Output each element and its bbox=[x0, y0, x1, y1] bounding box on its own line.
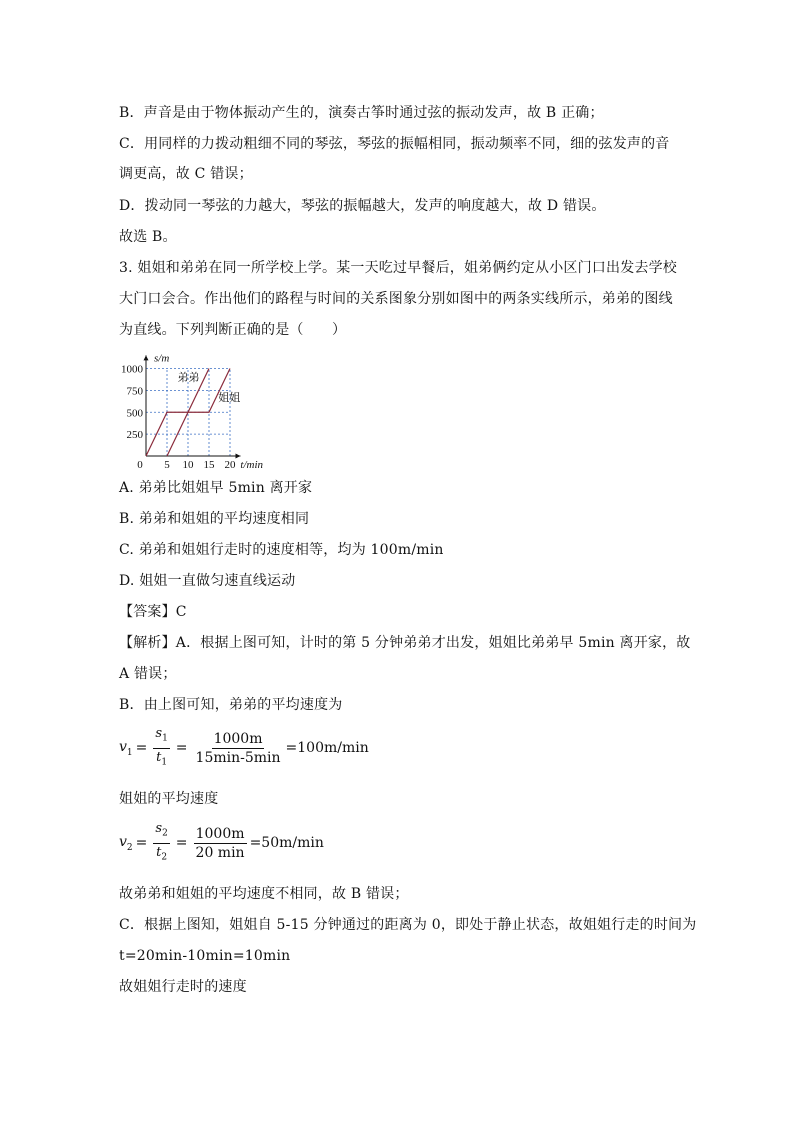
question-3-line1: 3. 姐姐和弟弟在同一所学校上学。某一天吃过早餐后，姐弟俩约定从小区门口出发去学校 bbox=[119, 260, 678, 276]
x-tick-label-10: 10 bbox=[182, 459, 194, 471]
eq1-symbolic-fraction: $\frac{s_1}{t_1}$ bbox=[155, 725, 168, 768]
option-c-explanation-line2: 调更高，故 C 错误； bbox=[119, 166, 253, 182]
analysis-line1: 【解析】A．根据上图可知，计时的第 5 分钟弟弟才出发，姐姐比弟弟早 5min 离开家，故 bbox=[119, 635, 691, 651]
eq1-numeric-fraction: $\frac{1000m}{15\min-5\min}$ bbox=[195, 730, 281, 766]
y-tick-label-500: 500 bbox=[126, 407, 143, 420]
analysis-sister-average-label: 姐姐的平均速度 bbox=[119, 791, 219, 807]
option-b-explanation: B．声音是由于物体振动产生的，演奏古筝时通过弦的振动发声，故 B 正确； bbox=[119, 105, 604, 121]
option-d-explanation: D．拨动同一琴弦的力越大，琴弦的振幅越大，发声的响度越大，故 D 错误。 bbox=[119, 198, 606, 214]
y-tick-label-750: 750 bbox=[126, 385, 143, 398]
option-b: B. 弟弟和姐姐的平均速度相同 bbox=[119, 511, 310, 527]
x-tick-label-15: 15 bbox=[203, 459, 215, 471]
equation-brother-speed: $v_1$ = $\frac{s_1}{t_1}$ = $\frac{1000m}{15\min-5\min}$ =100m/min bbox=[119, 728, 369, 768]
analysis-line8: 故姐姐行走时的速度 bbox=[119, 979, 247, 995]
series-label-1: 弟弟 bbox=[177, 371, 200, 384]
eq2-numeric-fraction: $\frac{1000m}{20 \min}$ bbox=[195, 825, 245, 861]
x-axis-title: t/min bbox=[240, 459, 264, 471]
option-a: A. 弟弟比姐姐早 5min 离开家 bbox=[119, 480, 313, 496]
eq1-result: =100m/min bbox=[285, 740, 369, 756]
analysis-line5: 故弟弟和姐姐的平均速度不相同，故 B 错误； bbox=[119, 886, 409, 902]
eq2-symbolic-fraction: $\frac{s_2}{t_2}$ bbox=[155, 820, 168, 863]
analysis-line6: C．根据上图知，姐姐自 5-15 分钟通过的距离为 0，即处于静止状态，故姐姐行走的时间为 bbox=[119, 917, 697, 933]
y-axis-arrow bbox=[144, 355, 149, 360]
y-tick-label-1000: 1000 bbox=[121, 363, 143, 376]
analysis-line3: B．由上图可知，弟弟的平均速度为 bbox=[119, 697, 343, 713]
option-c-explanation-line1: C．用同样的力拨动粗细不同的琴弦，琴弦的振幅相同，振动频率不同，细的弦发声的音 bbox=[119, 136, 670, 152]
eq1-lhs: $v_1$ bbox=[119, 738, 133, 758]
origin-label: 0 bbox=[137, 459, 143, 471]
eq2-result: =50m/min bbox=[249, 835, 324, 851]
option-c: C. 弟弟和姐姐行走时的速度相等，均为 100m/min bbox=[119, 542, 444, 558]
y-axis-title: s/m bbox=[154, 352, 170, 365]
series-label-2: 姐姐 bbox=[218, 391, 241, 404]
x-tick-label-20: 20 bbox=[224, 459, 236, 471]
x-axis-arrow bbox=[236, 454, 241, 459]
answer-text: 【答案】C bbox=[119, 604, 187, 620]
equation-sister-speed: $v_2$ = $\frac{s_2}{t_2}$ = $\frac{1000m}{20 \min}$ =50m/min bbox=[119, 823, 324, 863]
distance-time-chart bbox=[119, 344, 279, 472]
x-tick-label-5: 5 bbox=[164, 459, 170, 471]
option-d: D. 姐姐一直做匀速直线运动 bbox=[119, 573, 296, 589]
question-3-line2: 大门口会合。作出他们的路程与时间的关系图象分别如图中的两条实线所示，弟弟的图线 bbox=[119, 291, 673, 307]
question-3-line3: 为直线。下列判断正确的是（ ） bbox=[119, 322, 347, 338]
y-tick-label-250: 250 bbox=[126, 429, 143, 442]
analysis-line2: A 错误； bbox=[119, 666, 177, 682]
eq2-lhs: $v_2$ bbox=[119, 833, 133, 853]
conclusion-text: 故选 B。 bbox=[119, 229, 177, 245]
analysis-line7: t=20min-10min=10min bbox=[119, 948, 291, 964]
